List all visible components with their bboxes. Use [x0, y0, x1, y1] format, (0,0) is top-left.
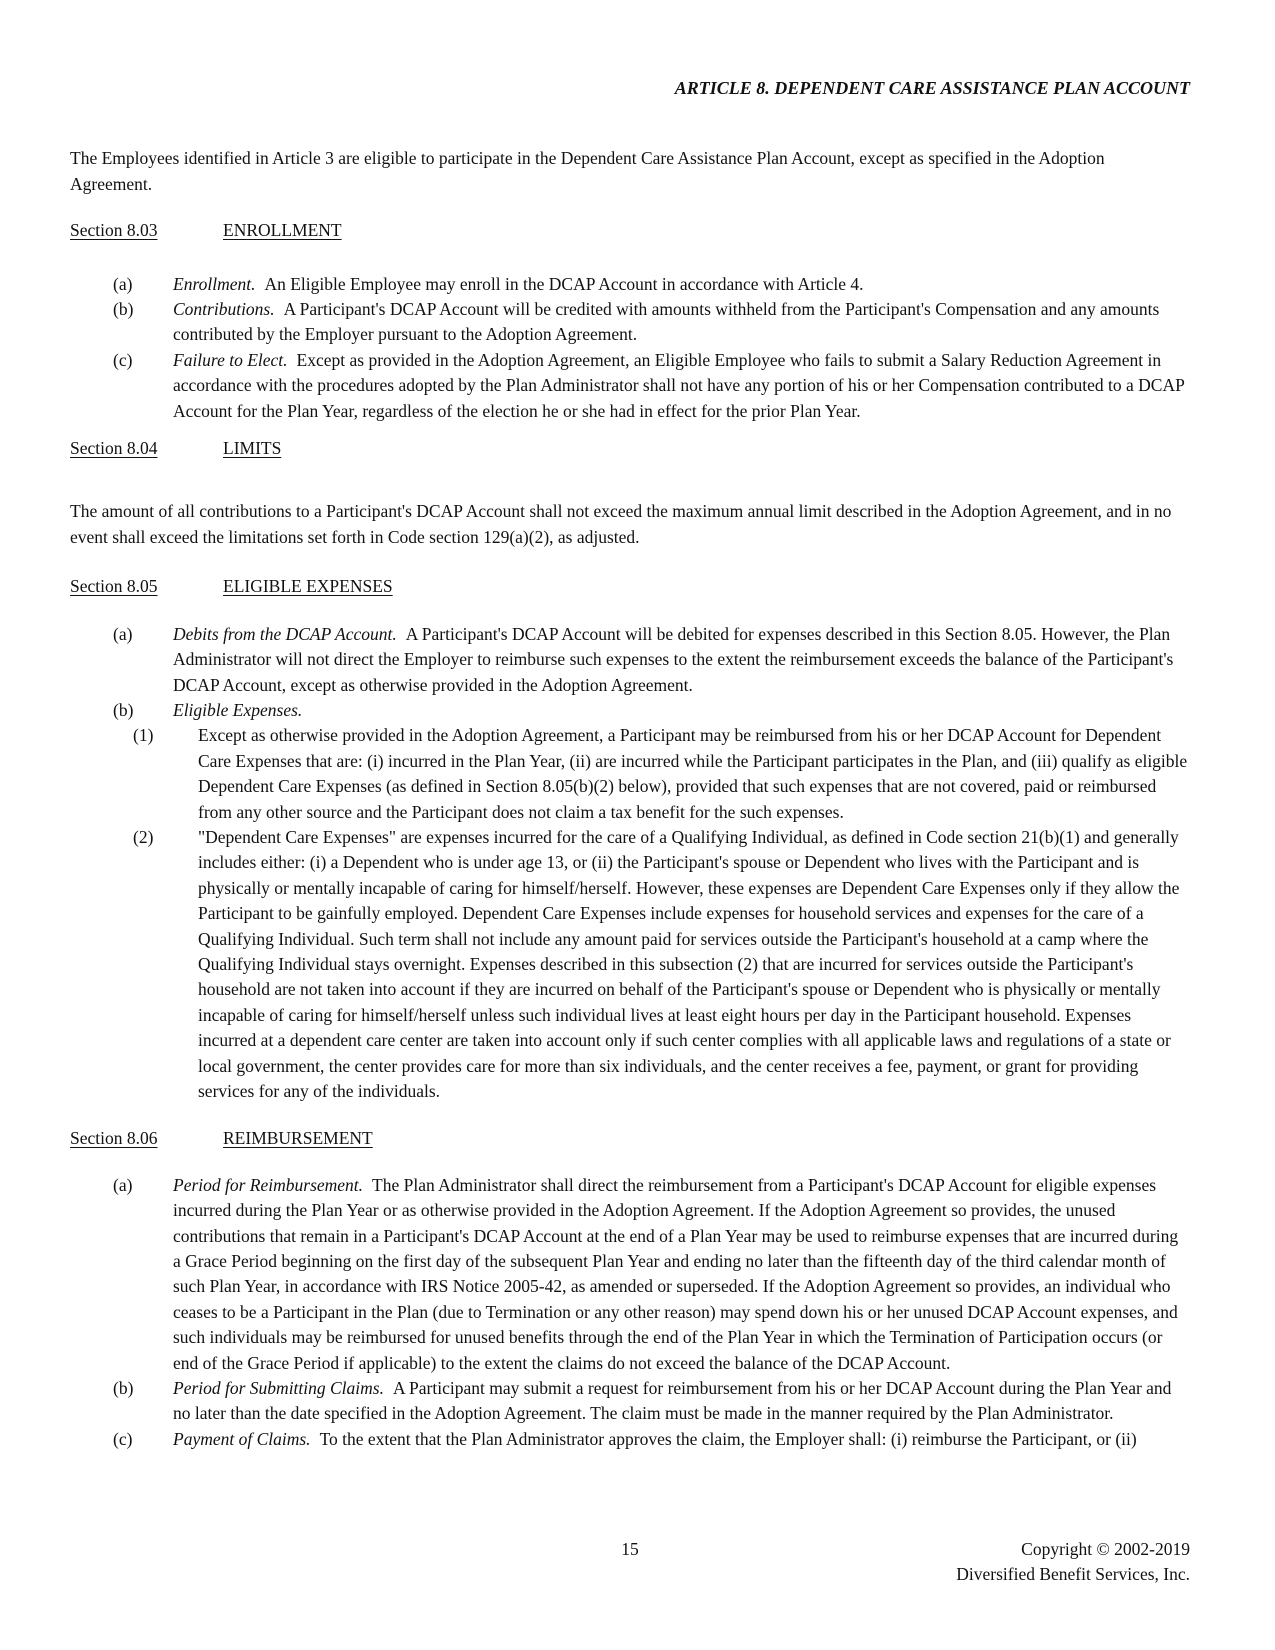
section-8-06-items — [70, 1173, 1190, 1452]
item-lead: Payment of Claims. — [173, 1428, 311, 1449]
article-header-title: ARTICLE 8. DEPENDENT CARE ASSISTANCE PLAN ACCOUNT — [674, 78, 1190, 98]
section-number: Section 8.03 — [70, 220, 158, 241]
list-item — [70, 1376, 1190, 1427]
list-item — [70, 698, 1190, 723]
item-label: (a) — [113, 623, 133, 644]
item-lead: Contributions. — [173, 299, 275, 320]
section-number-cell — [70, 436, 223, 461]
item-label: (b) — [113, 299, 134, 320]
list-item — [70, 622, 1190, 698]
item-text: A Participant's DCAP Account will be credited with amounts withheld from the Participant's Compensation and any amounts contributed by the Employer pursuant to the Adoption Agreement. — [173, 299, 1160, 345]
item-text: An Eligible Employee may enroll in the DCAP Account in accordance with Article 4. — [264, 273, 864, 294]
sub-list-item — [70, 723, 1190, 825]
section-number-cell — [70, 574, 223, 599]
item-lead: Period for Submitting Claims. — [173, 1378, 384, 1399]
company-line: Diversified Benefit Services, Inc. — [956, 1564, 1190, 1585]
section-title: ENROLLMENT — [223, 220, 342, 241]
item-label: (c) — [113, 1428, 133, 1449]
subitem-text: "Dependent Care Expenses" are expenses incurred for the care of a Qualifying Individual, as defined in Code section 21(b)(1) and generally includes either: (i) a Dependent who is under age 13, or (ii) the Participant's spouse or Dependent who lives with the Participant and is physically or mentally incapable of caring for himself/herself. However, these expenses are Dependent Care Expenses only if they allow the Participant to be gainfully employed. Dependent Care Expenses include expenses for household services and expenses for the care of a Qualifying Individual. Such term shall not include any amount paid for services outside the Participant's household at a camp where the Qualifying Individual stays overnight. Expenses described in this subsection (2) that are incurred for services outside the Participant's household are not taken into account if they are incurred on behalf of the Participant's spouse or Dependent who is physically or mentally incapable of caring for himself/herself unless such individual lives at least eight hours per day in the Participant household. Expenses incurred at a dependent care center are taken into account only if such center complies with all applicable laws and regulations of a state or local government, the center provides care for more than six individuals, and the center receives a fee, payment, or grant for providing services for any of the individuals. — [198, 826, 1180, 1101]
section-heading-8-05 — [70, 574, 1190, 599]
item-lead: Eligible Expenses. — [173, 699, 303, 720]
section-title: REIMBURSEMENT — [223, 1128, 373, 1149]
section-8-05-items — [70, 622, 1190, 1105]
list-item — [70, 1427, 1190, 1452]
item-lead: Debits from the DCAP Account. — [173, 623, 397, 644]
section-heading-8-04 — [70, 436, 1190, 461]
sub-list-item — [70, 825, 1190, 1104]
item-text: To the extent that the Plan Administrator approves the claim, the Employer shall: (i) reimburse the Participant, or (ii) — [319, 1428, 1137, 1449]
list-item — [70, 297, 1190, 348]
section-heading-8-06 — [70, 1126, 1190, 1151]
section-number: Section 8.05 — [70, 576, 158, 597]
item-label: (a) — [113, 273, 133, 294]
copyright-line: Copyright © 2002-2019 — [1021, 1539, 1190, 1559]
section-title: ELIGIBLE EXPENSES — [223, 576, 393, 597]
item-text: A Participant's DCAP Account will be debited for expenses described in this Section 8.05. However, the Plan Administrator will not direct the Employer to reimburse such expenses to the extent the reimbursement exceeds the balance of the Participant's DCAP Account, except as otherwise provided in the Adoption Agreement. — [173, 623, 1174, 695]
item-label: (b) — [113, 1378, 134, 1399]
item-label: (c) — [113, 349, 133, 370]
item-label: (a) — [113, 1174, 133, 1195]
item-text: The Plan Administrator shall direct the reimbursement from a Participant's DCAP Account for eligible expenses incurred during the Plan Year or as otherwise provided in the Adoption Agreement. If the Adoption Agreement so provides, the unused contributions that remain in a Participant's DCAP Account at the end of a Plan Year may be used to reimburse expenses that are incurred during a Grace Period beginning on the first day of the subsequent Plan Year and ending no later than the fifteenth day of the third calendar month of such Plan Year, in accordance with IRS Notice 2005-42, as amended or superseded. If the Adoption Agreement so provides, an individual who ceases to be a Participant in the Plan (due to Termination or any other reason) may spend down his or her unused DCAP Account expenses, and such individuals may be reimbursed for unused benefits through the end of the Plan Year in which the Termination of Participation occurs (or end of the Grace Period if applicable) to the extent the claims do not exceed the balance of the DCAP Account. — [173, 1174, 1179, 1373]
item-text: A Participant may submit a request for reimbursement from his or her DCAP Account during the Plan Year and no later than the date specified in the Adoption Agreement. The claim must be made in the manner required by the Plan Administrator. — [173, 1378, 1172, 1424]
section-number-cell — [70, 218, 223, 243]
section-title: LIMITS — [223, 438, 282, 459]
section-8-04-paragraph: The amount of all contributions to a Participant's DCAP Account shall not exceed the maximum annual limit described in the Adoption Agreement, and in no event shall exceed the limitations set forth in Code section 129(a)(2), as adjusted. — [70, 501, 1172, 547]
item-lead: Failure to Elect. — [173, 349, 288, 370]
subitem-label: (2) — [133, 826, 154, 847]
section-number: Section 8.06 — [70, 1128, 158, 1149]
item-text: Except as provided in the Adoption Agreement, an Eligible Employee who fails to submit a Salary Reduction Agreement in accordance with the procedures adopted by the Plan Administrator shall not have any portion of his or her Compensation contributed to a DCAP Account for the Plan Year, regardless of the election he or she had in effect for the prior Plan Year. — [173, 349, 1185, 421]
intro-paragraph: The Employees identified in Article 3 are eligible to participate in the Dependent Care Assistance Plan Account, except as specified in the Adoption Agreement. — [70, 148, 1105, 194]
footer-copyright — [956, 1537, 1190, 1588]
list-item — [70, 348, 1190, 424]
subitem-label: (1) — [133, 725, 154, 746]
item-lead: Enrollment. — [173, 273, 256, 294]
section-heading-8-03 — [70, 218, 1190, 243]
item-label: (b) — [113, 699, 134, 720]
list-item — [70, 272, 1190, 297]
section-8-03-items — [70, 272, 1190, 424]
subitem-text: Except as otherwise provided in the Adoption Agreement, a Participant may be reimbursed from his or her DCAP Account for Dependent Care Expenses that are: (i) incurred in the Plan Year, (ii) are incurred while the Participant participates in the Plan, and (iii) qualify as eligible Dependent Care Expenses (as defined in Section 8.05(b)(2) below), provided that such expenses that are not covered, paid or reimbursed from any other source and the Participant does not claim a tax benefit for the such expenses. — [198, 725, 1188, 822]
item-lead: Period for Reimbursement. — [173, 1174, 364, 1195]
section-number: Section 8.04 — [70, 438, 158, 459]
page-number: 15 — [621, 1539, 639, 1559]
section-number-cell — [70, 1126, 223, 1151]
list-item — [70, 1173, 1190, 1376]
